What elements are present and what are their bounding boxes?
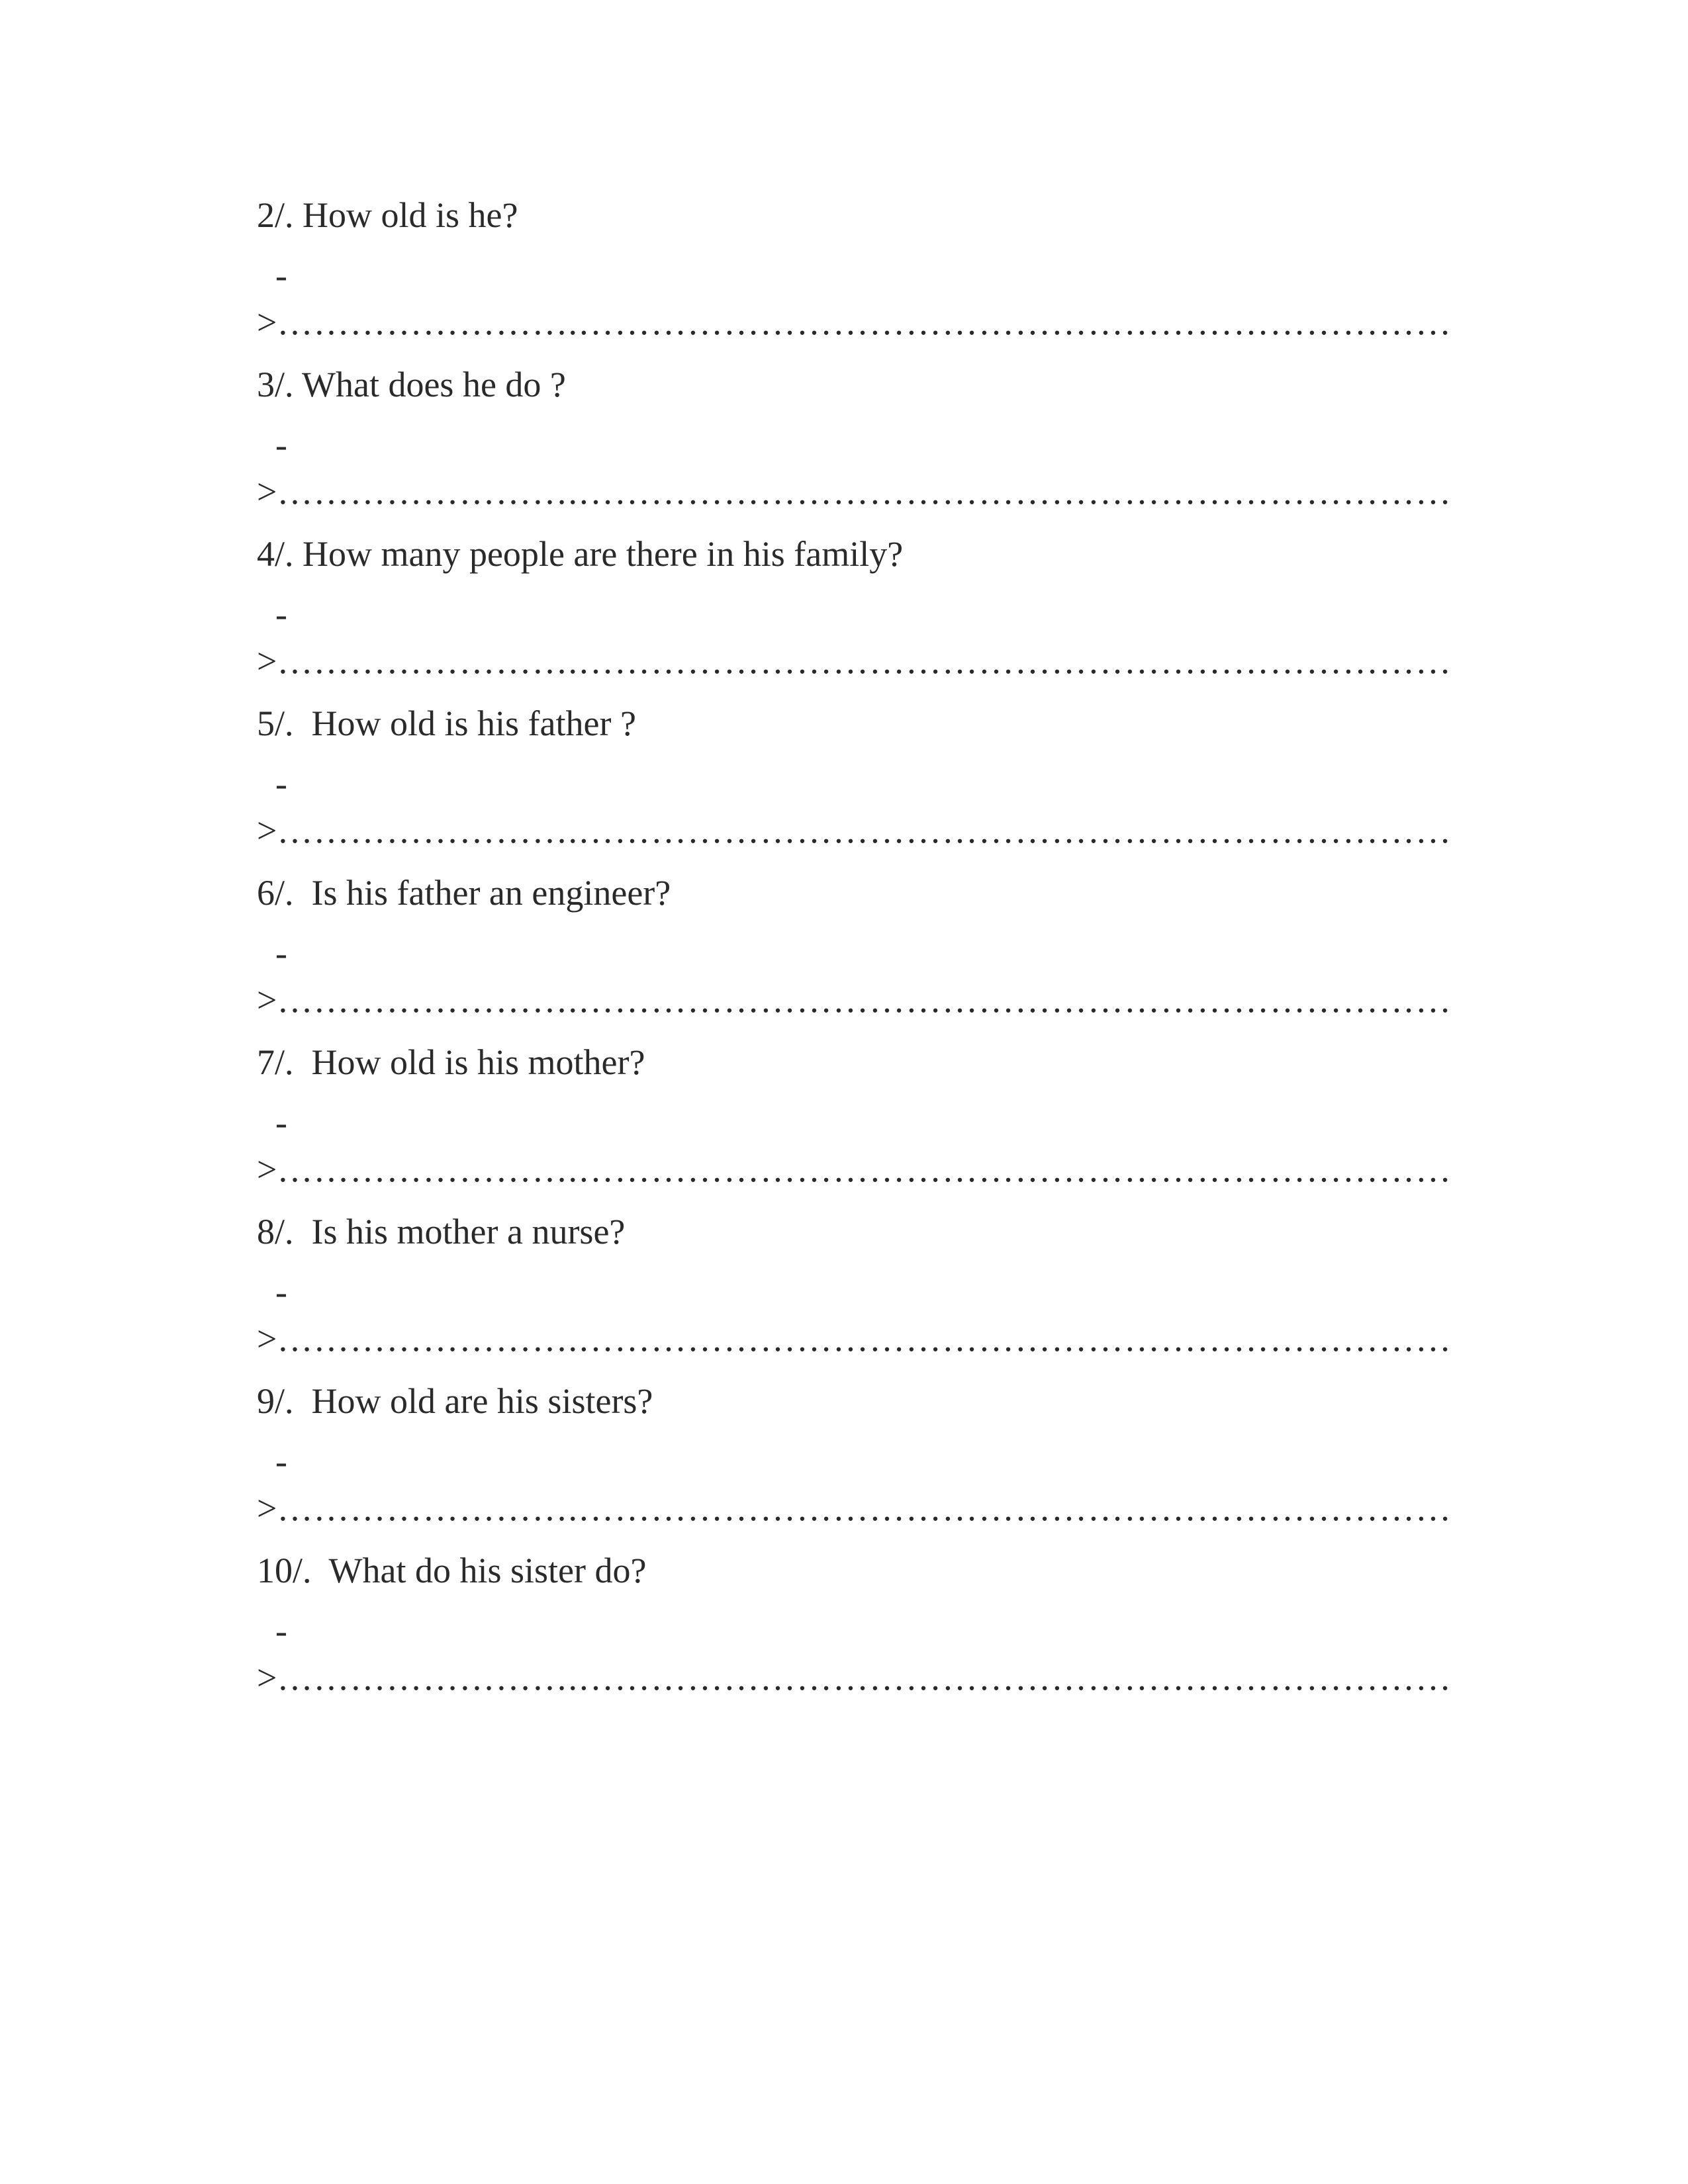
answer-line xyxy=(257,977,1468,1023)
answer-arrow: > xyxy=(257,1658,277,1698)
answer-dash: - xyxy=(275,1441,287,1481)
question-item xyxy=(257,1547,1468,1717)
answer-line xyxy=(257,638,1468,684)
question-text: 5/. How old is his father ? xyxy=(257,704,636,743)
question-text: 8/. Is his mother a nurse? xyxy=(257,1212,626,1251)
answer-dots: …………………….……………………………………………………………… xyxy=(277,1150,1452,1189)
answer-line xyxy=(257,469,1468,515)
question-text: 10/. What do his sister do? xyxy=(257,1551,647,1590)
answer-dots: …………………….……………………………………………………………… xyxy=(277,302,1452,342)
answer-dots: …………………….……………………………………………………………… xyxy=(277,1658,1452,1698)
question-item xyxy=(257,531,1468,700)
question-item xyxy=(257,1378,1468,1547)
question-item xyxy=(257,700,1468,870)
answer-arrow: > xyxy=(257,811,277,850)
answer-dots: …………………….……………………………………………………………… xyxy=(277,1319,1452,1359)
question-text: 9/. How old are his sisters? xyxy=(257,1381,653,1421)
answer-arrow: > xyxy=(257,1150,277,1189)
answer-arrow: > xyxy=(257,641,277,681)
question-item xyxy=(257,361,1468,531)
answer-line xyxy=(257,1316,1468,1362)
question-item xyxy=(257,192,1468,361)
question-text: 3/. What does he do ? xyxy=(257,365,566,404)
answer-dash: - xyxy=(275,1272,287,1312)
question-text: 7/. How old is his mother? xyxy=(257,1042,645,1082)
answer-line xyxy=(257,1485,1468,1531)
answer-dots: …………………….……………………………………………………………… xyxy=(277,811,1452,850)
answer-dots: …………………….……………………………………………………………… xyxy=(277,1488,1452,1528)
answer-arrow: > xyxy=(257,472,277,512)
answer-dash: - xyxy=(275,594,287,634)
answer-line xyxy=(257,807,1468,854)
question-text: 6/. Is his father an engineer? xyxy=(257,873,671,913)
question-item xyxy=(257,1208,1468,1378)
answer-dots: …………………….……………………………………………………………… xyxy=(277,472,1452,512)
answer-dash: - xyxy=(275,1103,287,1142)
question-item xyxy=(257,870,1468,1039)
question-text: 2/. How old is he? xyxy=(257,195,518,235)
answer-arrow: > xyxy=(257,1319,277,1359)
answer-dots: …………………….……………………………………………………………… xyxy=(277,641,1452,681)
answer-dash: - xyxy=(275,933,287,973)
worksheet-page xyxy=(257,192,1468,1717)
answer-dash: - xyxy=(275,1611,287,1651)
answer-arrow: > xyxy=(257,302,277,342)
answer-dash: - xyxy=(275,255,287,295)
question-item xyxy=(257,1039,1468,1208)
answer-line xyxy=(257,299,1468,345)
answer-line xyxy=(257,1655,1468,1701)
answer-dash: - xyxy=(275,425,287,465)
answer-line xyxy=(257,1146,1468,1193)
answer-dots: …………………….……………………………………………………………… xyxy=(277,980,1452,1020)
answer-dash: - xyxy=(275,764,287,803)
question-text: 4/. How many people are there in his family? xyxy=(257,534,904,574)
answer-arrow: > xyxy=(257,980,277,1020)
answer-arrow: > xyxy=(257,1488,277,1528)
